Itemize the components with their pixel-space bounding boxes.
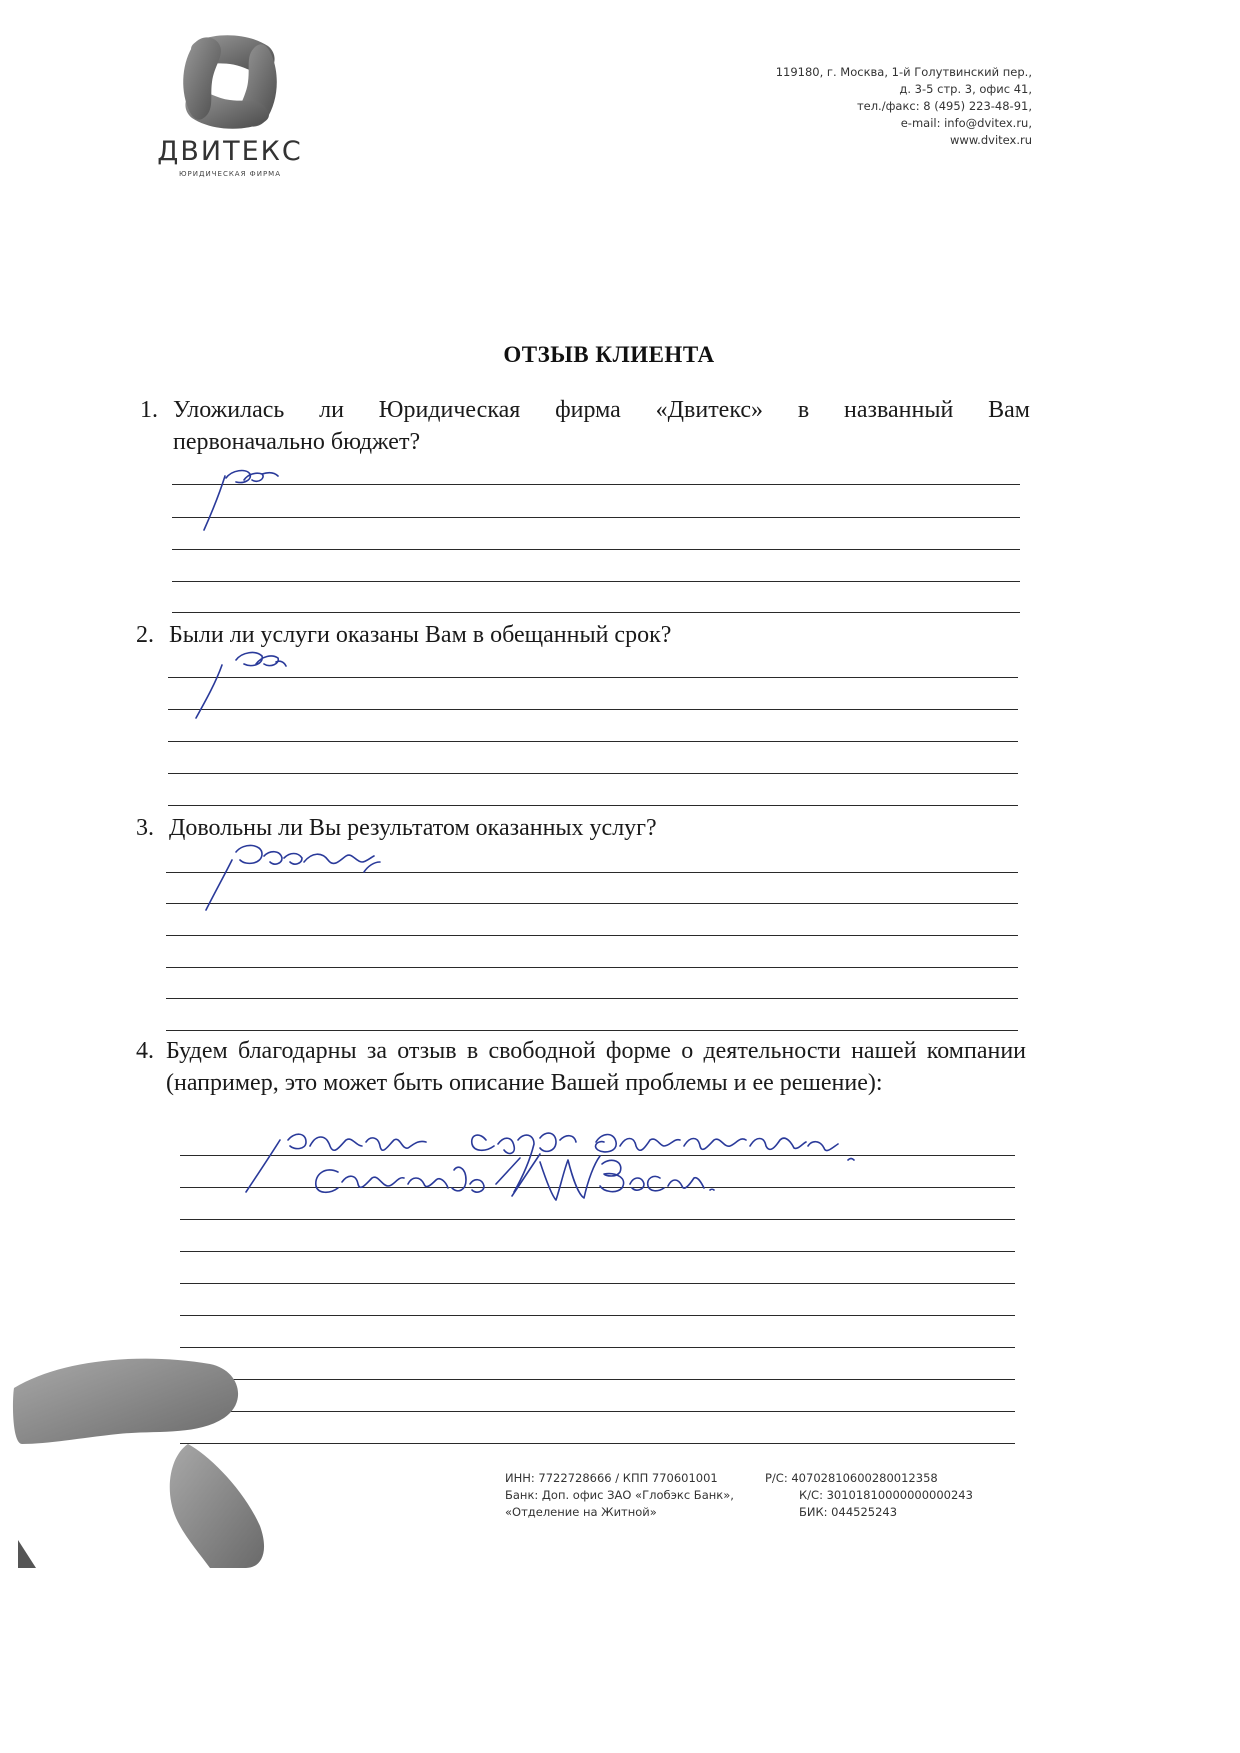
answer-line[interactable] xyxy=(180,1315,1015,1316)
footer-bank: Банк: Доп. офис ЗАО «Глобэкс Банк», xyxy=(505,1488,734,1502)
question-text: Были ли услуги оказаны Вам в обещанный срок? xyxy=(169,622,672,648)
question-number: 2. xyxy=(136,622,154,648)
answer-line[interactable] xyxy=(166,998,1018,999)
answer-line[interactable] xyxy=(168,741,1018,742)
answer-line[interactable] xyxy=(168,773,1018,774)
contact-address-line: 119180, г. Москва, 1-й Голутвинский пер., xyxy=(775,65,1032,79)
answer-line[interactable] xyxy=(172,484,1020,485)
contact-website: www.dvitex.ru xyxy=(950,133,1032,147)
answer-line[interactable] xyxy=(172,612,1020,613)
answer-line[interactable] xyxy=(180,1219,1015,1220)
handwritten-answer-1 xyxy=(204,471,278,530)
answer-line[interactable] xyxy=(166,1030,1018,1031)
company-contacts xyxy=(702,64,1032,149)
question-text: первоначально бюджет? xyxy=(173,429,421,455)
footer-inn-kpp: ИНН: 7722728666 / КПП 770601001 xyxy=(505,1471,718,1485)
question-4 xyxy=(136,1035,1026,1099)
question-number: 4. xyxy=(136,1038,154,1064)
answer-line[interactable] xyxy=(180,1155,1015,1156)
answer-line[interactable] xyxy=(166,967,1018,968)
answer-line[interactable] xyxy=(180,1251,1015,1252)
answer-line[interactable] xyxy=(180,1283,1015,1284)
question-text: Довольны ли Вы результатом оказанных услуг? xyxy=(169,815,657,841)
answer-line[interactable] xyxy=(180,1187,1015,1188)
answer-line[interactable] xyxy=(172,581,1020,582)
answer-line[interactable] xyxy=(168,805,1018,806)
question-1 xyxy=(140,394,1030,458)
contact-phone: тел./факс: 8 (495) 223-48-91, xyxy=(856,99,1032,113)
footer-account-details xyxy=(765,1470,1025,1521)
question-text: Уложилась ли Юридическая фирма «Двитекс» в названный Вам xyxy=(173,397,1030,423)
answer-line[interactable] xyxy=(166,935,1018,936)
footer-bank-details xyxy=(505,1470,765,1521)
answer-line[interactable] xyxy=(166,903,1018,904)
footer-ks: К/С: 30101810000000000243 xyxy=(799,1488,973,1502)
question-2 xyxy=(136,619,1026,651)
answer-line[interactable] xyxy=(166,872,1018,873)
contact-email: e-mail: info@dvitex.ru, xyxy=(900,116,1032,130)
handwritten-answer-4-line-2 xyxy=(316,1154,714,1200)
question-3 xyxy=(136,812,1026,844)
question-number: 1. xyxy=(140,397,158,423)
handwritten-answer-3 xyxy=(206,845,380,910)
answer-line[interactable] xyxy=(168,677,1018,678)
company-logo xyxy=(140,30,320,180)
logo-mark-icon xyxy=(180,32,280,132)
handwritten-answer-4-line-1 xyxy=(246,1133,854,1192)
answer-line[interactable] xyxy=(172,549,1020,550)
logo-subtitle: ЮРИДИЧЕСКАЯ ФИРМА xyxy=(179,170,281,178)
answer-line[interactable] xyxy=(172,517,1020,518)
footer-bank-branch: «Отделение на Житной» xyxy=(505,1505,657,1519)
question-text: Будем благодарны за отзыв в свободной форме о деятельности нашей компании (например, это может быть описание Вашей проблемы и ее решение): xyxy=(166,1038,1026,1096)
document-title: ОТЗЫВ КЛИЕНТА xyxy=(503,342,715,367)
logo-name: ДВИТЕКС xyxy=(157,136,303,167)
decorative-blob-shape xyxy=(0,1340,330,1568)
contact-address-line: д. 3-5 стр. 3, офис 41, xyxy=(899,82,1032,96)
footer-bik: БИК: 044525243 xyxy=(799,1505,898,1519)
question-number: 3. xyxy=(136,815,154,841)
footer-rs: Р/С: 40702810600280012358 xyxy=(765,1471,938,1485)
answer-line[interactable] xyxy=(168,709,1018,710)
